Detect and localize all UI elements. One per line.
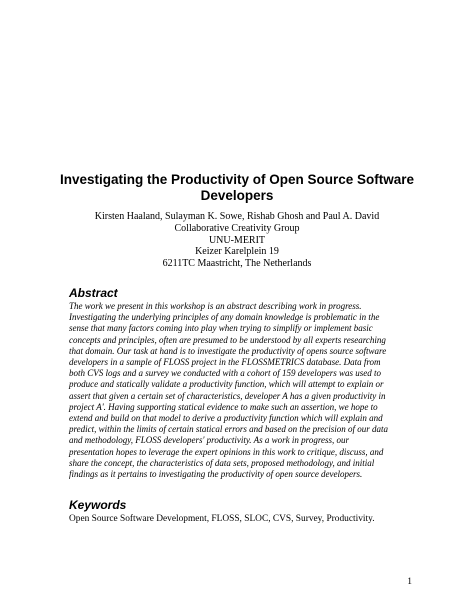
author-block bbox=[40, 211, 434, 270]
abstract-line: developers in a sample of FLOSS project in the FLOSSMETRICS database. Data from bbox=[69, 357, 381, 368]
abstract-line: share the concept, the characteristics of data sets, proposed methodology, and initial bbox=[69, 457, 375, 468]
abstract-line: extend and build on that model to derive a productivity function which will explain and bbox=[69, 413, 383, 424]
abstract-line: presentation hopes to leverage the expert opinions in this work to critique, discuss, and bbox=[69, 446, 384, 457]
abstract-body bbox=[69, 301, 409, 480]
abstract-line: and methodology, FLOSS developers' productivity. As a work in progress, our bbox=[69, 435, 349, 446]
affiliation-line: UNU-MERIT bbox=[208, 234, 266, 246]
abstract-line: both CVS logs and a survey we conducted with a cohort of 159 developers was used to bbox=[69, 368, 381, 379]
affiliation-line: Keizer Karelplein 19 bbox=[195, 246, 279, 258]
paper-title-line: Investigating the Productivity of Open Source Software bbox=[59, 172, 415, 187]
abstract-line: sense that many factors coming into play when trying to simplify or implement basic bbox=[69, 323, 373, 334]
abstract-line: concepts and principles, often are presumed to be understood by all experts researching bbox=[69, 334, 386, 345]
abstract-line: project A'. Having supporting statical evidence to make such an assertion, we hope to bbox=[69, 401, 378, 412]
paper-title bbox=[40, 172, 434, 204]
abstract-line: produce and statically validate a productivity function, which will attempt to explain or bbox=[69, 379, 384, 390]
abstract-line: Investigating the underlying principles of any domain knowledge is problematic in the bbox=[69, 312, 380, 323]
paper-title-line: Developers bbox=[200, 188, 274, 203]
keywords-list: Open Source Software Development, FLOSS, SLOC, CVS, Survey, Productivity. bbox=[69, 514, 375, 524]
abstract-line: The work we present in this workshop is an abstract describing work in progress. bbox=[69, 301, 362, 311]
abstract-line: assert that given a certain set of characteristics, developer A has a given productivity in bbox=[69, 390, 386, 401]
abstract-line: that domain. Our task at hand is to investigate the productivity of opens source software bbox=[69, 345, 387, 356]
affiliation-line: 6211TC Maastricht, The Netherlands bbox=[162, 258, 312, 270]
keywords-heading: Keywords bbox=[69, 498, 127, 512]
affiliation-line: Collaborative Creativity Group bbox=[174, 222, 300, 234]
abstract-line: findings as it pertains to investigating the productivity of open source developers. bbox=[69, 469, 363, 480]
author-names: Kirsten Haaland, Sulayman K. Sowe, Rishab Ghosh and Paul A. David bbox=[94, 211, 380, 222]
page-number: 1 bbox=[407, 577, 412, 587]
abstract-line: predict, within the limits of certain statical errors and based on the precision of our data bbox=[69, 424, 388, 435]
abstract-heading: Abstract bbox=[69, 286, 118, 300]
